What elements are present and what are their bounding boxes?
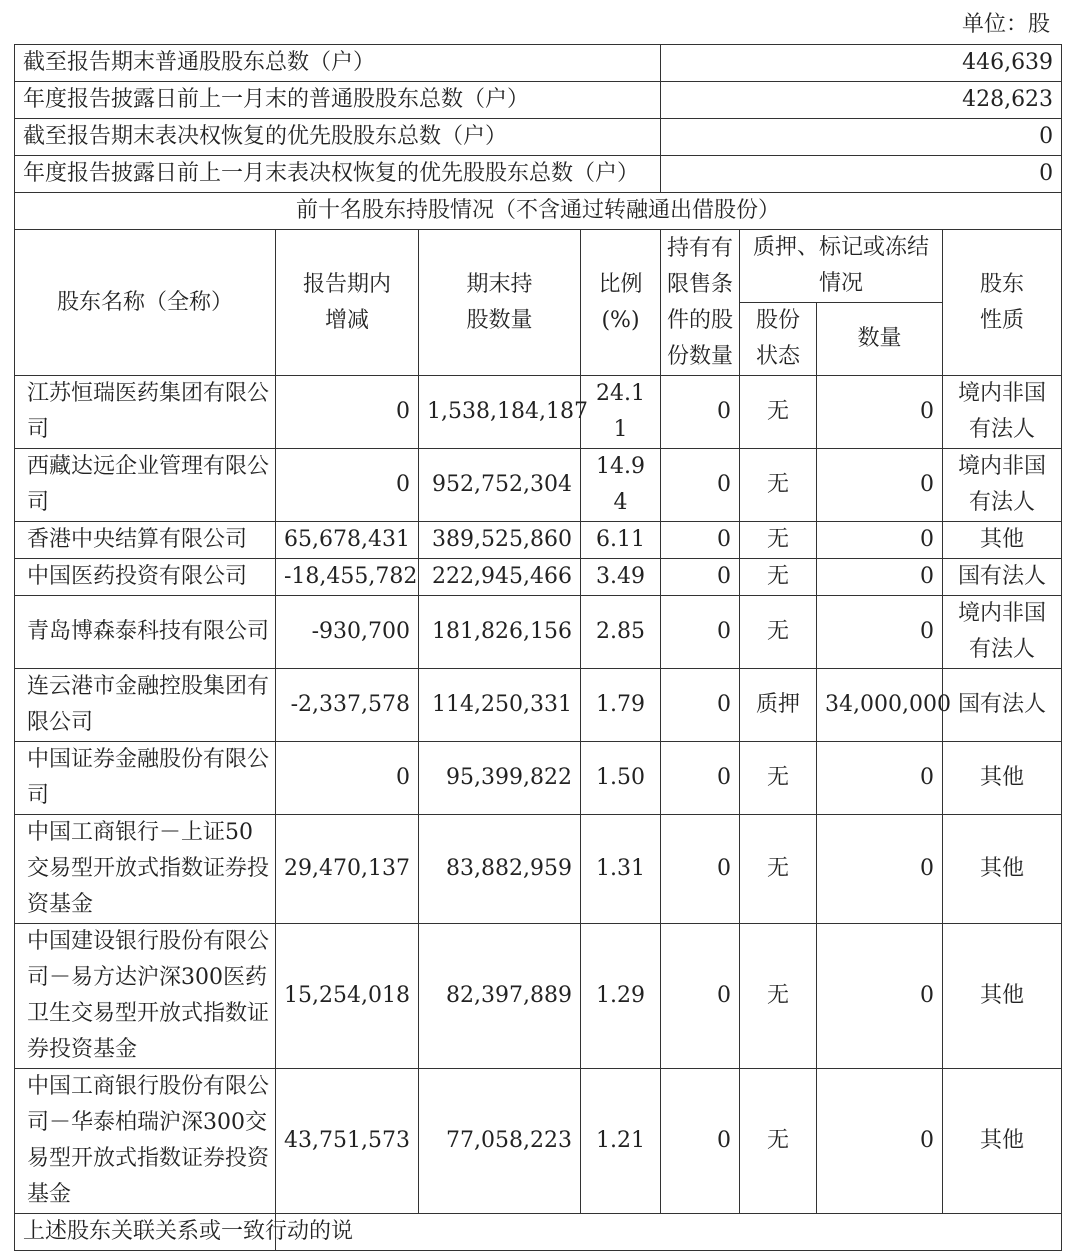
ratio-cell: 1.79 [581, 669, 661, 742]
pledge-status-cell: 无 [740, 1069, 817, 1214]
ratio-cell: 6.11 [581, 522, 661, 559]
summary-row [15, 156, 1062, 193]
quantity-cell: 77,058,223 [419, 1069, 581, 1214]
shareholder-name: 中国工商银行－上证50交易型开放式指数证券投资基金 [15, 815, 276, 924]
header-name: 股东名称（全称） [15, 230, 276, 376]
change-cell: 0 [276, 742, 419, 815]
table-row [15, 449, 1062, 522]
footer-label: 上述股东关联关系或一致行动的说 [15, 1214, 276, 1251]
change-cell: 0 [276, 376, 419, 449]
pledge-quantity-cell: 0 [817, 522, 943, 559]
summary-row [15, 45, 1062, 82]
pledge-quantity-cell: 0 [817, 815, 943, 924]
pledge-quantity-cell: 0 [817, 1069, 943, 1214]
table-row [15, 669, 1062, 742]
restricted-cell: 0 [661, 559, 740, 596]
change-cell: 29,470,137 [276, 815, 419, 924]
unit-label: 单位：股 [961, 12, 1050, 37]
pledge-status-cell: 无 [740, 924, 817, 1069]
shareholder-name: 中国医药投资有限公司 [15, 559, 276, 596]
pledge-quantity-cell: 0 [817, 449, 943, 522]
table-row [15, 924, 1062, 1069]
ratio-cell: 1.21 [581, 1069, 661, 1214]
restricted-cell: 0 [661, 596, 740, 669]
quantity-cell: 95,399,822 [419, 742, 581, 815]
pledge-status-cell: 无 [740, 449, 817, 522]
summary-value: 446,639 [661, 45, 1062, 82]
summary-label: 截至报告期末普通股股东总数（户） [15, 45, 661, 82]
pledge-status-cell: 无 [740, 559, 817, 596]
header-pledge-group: 质押、标记或冻结情况 [740, 230, 943, 303]
ratio-cell: 24.11 [581, 376, 661, 449]
summary-label: 截至报告期末表决权恢复的优先股股东总数（户） [15, 119, 661, 156]
pledge-quantity-cell: 0 [817, 596, 943, 669]
summary-row [15, 119, 1062, 156]
ratio-cell: 1.31 [581, 815, 661, 924]
summary-label: 年度报告披露日前上一月末表决权恢复的优先股股东总数（户） [15, 156, 661, 193]
table-row [15, 815, 1062, 924]
shareholder-name: 中国证券金融股份有限公司 [15, 742, 276, 815]
shareholder-name: 香港中央结算有限公司 [15, 522, 276, 559]
shareholder-name: 西藏达远企业管理有限公司 [15, 449, 276, 522]
table-row [15, 1069, 1062, 1214]
nature-cell: 其他 [943, 742, 1062, 815]
quantity-cell: 82,397,889 [419, 924, 581, 1069]
pledge-status-cell: 无 [740, 522, 817, 559]
quantity-cell: 181,826,156 [419, 596, 581, 669]
pledge-quantity-cell: 34,000,000 [817, 669, 943, 742]
restricted-cell: 0 [661, 449, 740, 522]
summary-row [15, 82, 1062, 119]
restricted-cell: 0 [661, 742, 740, 815]
pledge-status-cell: 无 [740, 815, 817, 924]
change-cell: -930,700 [276, 596, 419, 669]
change-cell: 0 [276, 449, 419, 522]
table-body [15, 45, 1062, 1251]
header-ratio: 比例(%) [581, 230, 661, 376]
restricted-cell: 0 [661, 522, 740, 559]
restricted-cell: 0 [661, 669, 740, 742]
nature-cell: 其他 [943, 815, 1062, 924]
pledge-status-cell: 质押 [740, 669, 817, 742]
shareholder-name: 江苏恒瑞医药集团有限公司 [15, 376, 276, 449]
table-row [15, 596, 1062, 669]
ratio-cell: 14.94 [581, 449, 661, 522]
restricted-cell: 0 [661, 815, 740, 924]
shareholder-table [14, 44, 1062, 1251]
shareholder-name: 青岛博森泰科技有限公司 [15, 596, 276, 669]
nature-cell: 其他 [943, 924, 1062, 1069]
nature-cell: 境内非国有法人 [943, 596, 1062, 669]
pledge-status-cell: 无 [740, 596, 817, 669]
section-title: 前十名股东持股情况（不含通过转融通出借股份） [15, 193, 1062, 230]
header-change: 报告期内增减 [276, 230, 419, 376]
footer-row [15, 1214, 1062, 1251]
section-title-row [15, 193, 1062, 230]
pledge-quantity-cell: 0 [817, 559, 943, 596]
header-quantity: 期末持股数量 [419, 230, 581, 376]
quantity-cell: 952,752,304 [419, 449, 581, 522]
quantity-cell: 114,250,331 [419, 669, 581, 742]
pledge-quantity-cell: 0 [817, 924, 943, 1069]
ratio-cell: 3.49 [581, 559, 661, 596]
change-cell: 15,254,018 [276, 924, 419, 1069]
quantity-cell: 222,945,466 [419, 559, 581, 596]
table-row [15, 376, 1062, 449]
pledge-quantity-cell: 0 [817, 742, 943, 815]
shareholder-name: 中国工商银行股份有限公司－华泰柏瑞沪深300交易型开放式指数证券投资基金 [15, 1069, 276, 1214]
change-cell: 65,678,431 [276, 522, 419, 559]
footer-value [276, 1214, 1062, 1251]
header-pledge-quantity: 数量 [817, 303, 943, 376]
restricted-cell: 0 [661, 924, 740, 1069]
shareholder-name: 连云港市金融控股集团有限公司 [15, 669, 276, 742]
summary-value: 0 [661, 156, 1062, 193]
summary-label: 年度报告披露日前上一月末的普通股股东总数（户） [15, 82, 661, 119]
table-row [15, 559, 1062, 596]
nature-cell: 境内非国有法人 [943, 376, 1062, 449]
header-restricted: 持有有限售条件的股份数量 [661, 230, 740, 376]
header-pledge-status: 股份状态 [740, 303, 817, 376]
pledge-status-cell: 无 [740, 376, 817, 449]
nature-cell: 境内非国有法人 [943, 449, 1062, 522]
nature-cell: 其他 [943, 1069, 1062, 1214]
header-nature: 股东性质 [943, 230, 1062, 376]
summary-value: 0 [661, 119, 1062, 156]
restricted-cell: 0 [661, 376, 740, 449]
quantity-cell: 83,882,959 [419, 815, 581, 924]
table-row [15, 522, 1062, 559]
change-cell: 43,751,573 [276, 1069, 419, 1214]
summary-value: 428,623 [661, 82, 1062, 119]
nature-cell: 国有法人 [943, 669, 1062, 742]
change-cell: -18,455,782 [276, 559, 419, 596]
shareholder-name: 中国建设银行股份有限公司－易方达沪深300医药卫生交易型开放式指数证券投资基金 [15, 924, 276, 1069]
quantity-cell: 389,525,860 [419, 522, 581, 559]
pledge-status-cell: 无 [740, 742, 817, 815]
quantity-cell: 1,538,184,187 [419, 376, 581, 449]
pledge-quantity-cell: 0 [817, 376, 943, 449]
ratio-cell: 1.50 [581, 742, 661, 815]
nature-cell: 国有法人 [943, 559, 1062, 596]
header-row [15, 230, 1062, 303]
nature-cell: 其他 [943, 522, 1062, 559]
change-cell: -2,337,578 [276, 669, 419, 742]
ratio-cell: 2.85 [581, 596, 661, 669]
table-row [15, 742, 1062, 815]
ratio-cell: 1.29 [581, 924, 661, 1069]
restricted-cell: 0 [661, 1069, 740, 1214]
